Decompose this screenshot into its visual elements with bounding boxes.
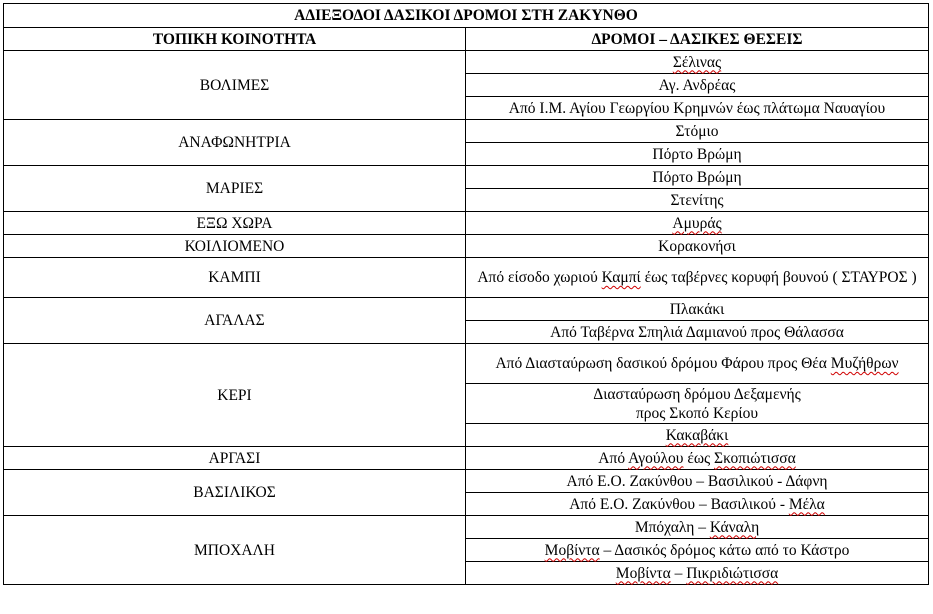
table-row	[4, 470, 929, 493]
road-cell	[466, 298, 929, 321]
road-text: Στενίτης	[670, 191, 724, 209]
road-cell	[466, 447, 929, 470]
road-text: προς Σκοπό Κερίου	[635, 404, 759, 422]
road-text: Μπόχαλη –	[634, 518, 710, 536]
road-text: Από Ι.Μ. Αγίου Γεωργίου Κρημνών έως πλάτωμα Ναυαγίου	[508, 99, 886, 117]
road-cell	[466, 235, 929, 258]
table-row	[4, 344, 929, 384]
road-text: Από Ε.Ο. Ζακύνθου – Βασιλικού - Δάφνη	[566, 472, 828, 490]
table-row	[4, 51, 929, 74]
table-row	[4, 166, 929, 189]
road-text-spellcheck: Μέλα	[788, 495, 825, 513]
header-roads: ΔΡΟΜΟΙ – ΔΑΣΙΚΕΣ ΘΕΣΕΙΣ	[466, 28, 929, 51]
road-text: Στόμιο	[675, 122, 719, 140]
community-cell: ΜΑΡΙΕΣ	[4, 166, 466, 212]
community-cell: ΒΟΛΙΜΕΣ	[4, 51, 466, 120]
header-community: ΤΟΠΙΚΗ ΚΟΙΝΟΤΗΤΑ	[4, 28, 466, 51]
table-row	[4, 258, 929, 298]
road-text: Κορακονήσι	[658, 237, 736, 255]
community-cell: ΚΟΙΛΙΟΜΕΝΟ	[4, 235, 466, 258]
road-text-spellcheck: Μοβίντα	[544, 541, 600, 559]
table-row	[4, 298, 929, 321]
road-text-spellcheck: Κακαβάκι	[665, 426, 729, 444]
roads-table	[3, 3, 929, 585]
road-cell	[466, 384, 929, 424]
road-text: Πόρτο Βρώμη	[652, 145, 742, 163]
road-cell	[466, 321, 929, 344]
road-cell	[466, 539, 929, 562]
road-cell	[466, 424, 929, 447]
road-cell	[466, 166, 929, 189]
road-text: Αγ. Ανδρέας	[658, 76, 736, 94]
community-cell: ΜΠΟΧΑΛΗ	[4, 516, 466, 585]
road-cell	[466, 212, 929, 235]
road-text: Από είσοδο χωριού	[477, 269, 602, 286]
table-row	[4, 235, 929, 258]
table-title-row	[4, 4, 929, 28]
road-text: – Δασικός δρόμος κάτω από το Κάστρο	[599, 541, 850, 559]
road-text-spellcheck: Κάναλη	[709, 518, 760, 536]
road-text-spellcheck: Αμυράς	[672, 214, 722, 232]
road-cell	[466, 97, 929, 120]
road-text-spellcheck: Μυζήθρων	[830, 355, 899, 372]
road-cell	[466, 344, 929, 384]
road-cell	[466, 562, 929, 585]
document-page	[3, 3, 929, 585]
community-cell: ΑΓΑΛΑΣ	[4, 298, 466, 344]
road-text: Από Ε.Ο. Ζακύνθου – Βασιλικού -	[569, 495, 789, 513]
road-text-spellcheck: Σκοπιώτισσα	[714, 449, 796, 467]
road-cell	[466, 74, 929, 97]
table-body	[4, 51, 929, 585]
road-text: Από	[598, 449, 629, 467]
road-cell	[466, 189, 929, 212]
road-cell	[466, 51, 929, 74]
road-cell	[466, 258, 929, 298]
road-cell	[466, 470, 929, 493]
road-text-spellcheck: Σέλινας	[672, 53, 722, 71]
community-cell: ΑΡΓΑΣΙ	[4, 447, 466, 470]
table-title: ΑΔΙΕΞΟΔΟΙ ΔΑΣΙΚΟΙ ΔΡΟΜΟΙ ΣΤΗ ΖΑΚΥΝΘΟ	[4, 4, 929, 28]
road-text: –	[670, 564, 687, 582]
table-row	[4, 120, 929, 143]
road-text-spellcheck: Καμπί	[601, 269, 641, 286]
road-text: Από Ταβέρνα Σπηλιά Δαμιανού προς Θάλασσα	[550, 323, 844, 341]
road-text-spellcheck: Μοβίντα	[615, 564, 671, 582]
road-text: έως ταβέρνες κορυφή βουνού ( ΣΤΑΥΡΟΣ )	[640, 269, 917, 286]
road-text: Διασταύρωση δρόμου Δεξαμενής	[593, 385, 801, 403]
community-cell: ΒΑΣΙΛΙΚΟΣ	[4, 470, 466, 516]
road-text-spellcheck: Αγούλου	[628, 449, 684, 467]
community-cell: ΑΝΑΦΩΝΗΤΡΙΑ	[4, 120, 466, 166]
community-cell: ΕΞΩ ΧΩΡΑ	[4, 212, 466, 235]
table-row	[4, 447, 929, 470]
table-header-row	[4, 28, 929, 51]
road-text: Από Διασταύρωση δασικού δρόμου Φάρου προς Θέα	[495, 355, 831, 372]
road-cell	[466, 516, 929, 539]
community-cell: ΚΕΡΙ	[4, 344, 466, 447]
road-cell	[466, 120, 929, 143]
road-text-spellcheck: Πικριδιώτισσα	[686, 564, 779, 582]
road-cell	[466, 493, 929, 516]
road-text: Πόρτο Βρώμη	[652, 168, 742, 186]
table-row	[4, 212, 929, 235]
road-text: Πλακάκι	[669, 300, 725, 318]
road-text: έως	[683, 449, 715, 467]
table-row	[4, 516, 929, 539]
road-cell	[466, 143, 929, 166]
community-cell: ΚΑΜΠΙ	[4, 258, 466, 298]
